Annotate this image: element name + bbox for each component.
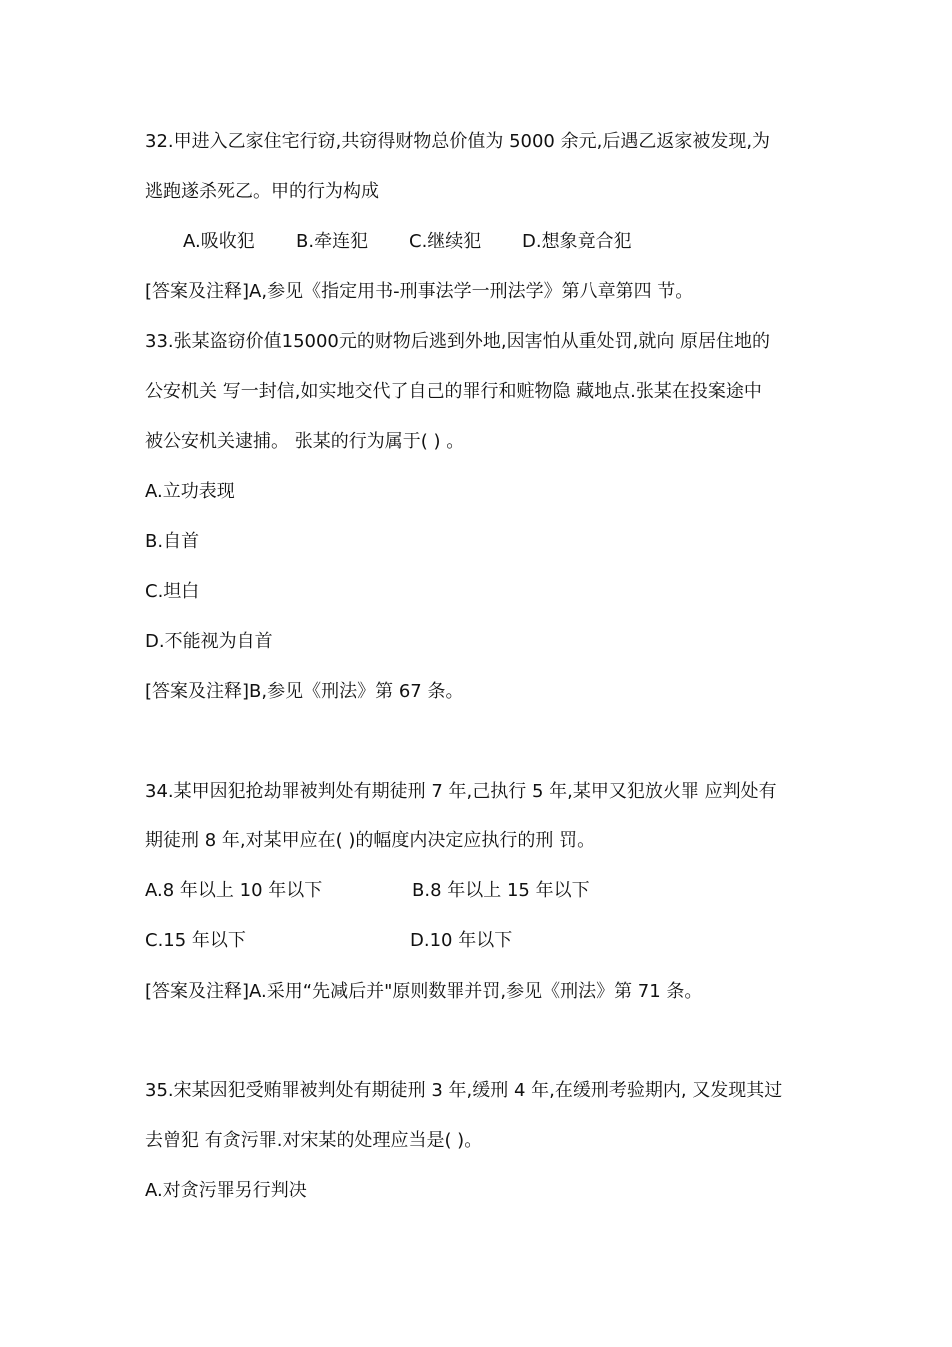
q33-option-d: D.不能视为自首	[145, 631, 273, 652]
q34-option-c: C.15 年以下	[145, 930, 246, 951]
q34-option-a: A.8 年以上 10 年以下	[145, 880, 323, 901]
q33-text-line-3: 被公安机关逮捕。 张某的行为属于( ) 。	[145, 431, 465, 452]
q32-option-a: A.吸收犯	[183, 231, 255, 252]
q32-text-line-2: 逃跑遂杀死乙。甲的行为构成	[145, 181, 379, 202]
q32-option-c: C.继续犯	[409, 231, 482, 252]
q32-option-d: D.想象竟合犯	[522, 231, 632, 252]
q32-text-line-1: 32.甲进入乙家住宅行窃,共窃得财物总价值为 5000 余元,后遇乙返家被发现,为	[145, 131, 771, 152]
q32-answer: [答案及注释]A,参见《指定用书-刑事法学一刑法学》第八章第四 节。	[145, 281, 694, 302]
q35-option-a: A.对贪污罪另行判决	[145, 1180, 307, 1201]
q34-option-b: B.8 年以上 15 年以下	[412, 880, 590, 901]
q33-option-c: C.坦白	[145, 581, 200, 602]
q33-answer: [答案及注释]B,参见《刑法》第 67 条。	[145, 681, 464, 702]
q33-text-line-1: 33.张某盗窃价值15000元的财物后逃到外地,因害怕从重处罚,就向 原居住地的	[145, 331, 771, 352]
q33-option-b: B.自首	[145, 531, 200, 552]
q35-text-line-2: 去曾犯 有贪污罪.对宋某的处理应当是( )。	[145, 1130, 483, 1151]
q33-option-a: A.立功表现	[145, 481, 235, 502]
q34-text-line-2: 期徒刑 8 年,对某甲应在( )的幅度内决定应执行的刑 罚。	[145, 830, 596, 851]
q35-text-line-1: 35.宋某因犯受贿罪被判处有期徒刑 3 年,缓刑 4 年,在缓刑考验期内, 又发现其过	[145, 1080, 783, 1101]
q34-option-d: D.10 年以下	[410, 930, 513, 951]
q32-option-b: B.牵连犯	[296, 231, 369, 252]
q32-options	[183, 230, 632, 254]
q33-text-line-2: 公安机关 写一封信,如实地交代了自己的罪行和赃物隐 藏地点.张某在投案途中	[145, 381, 762, 402]
q34-text-line-1: 34.某甲因犯抢劫罪被判处有期徒刑 7 年,己执行 5 年,某甲又犯放火罪 应判处有	[145, 781, 777, 802]
q34-answer: [答案及注释]A.采用“先减后并"原则数罪并罚,参见《刑法》第 71 条。	[145, 981, 703, 1002]
